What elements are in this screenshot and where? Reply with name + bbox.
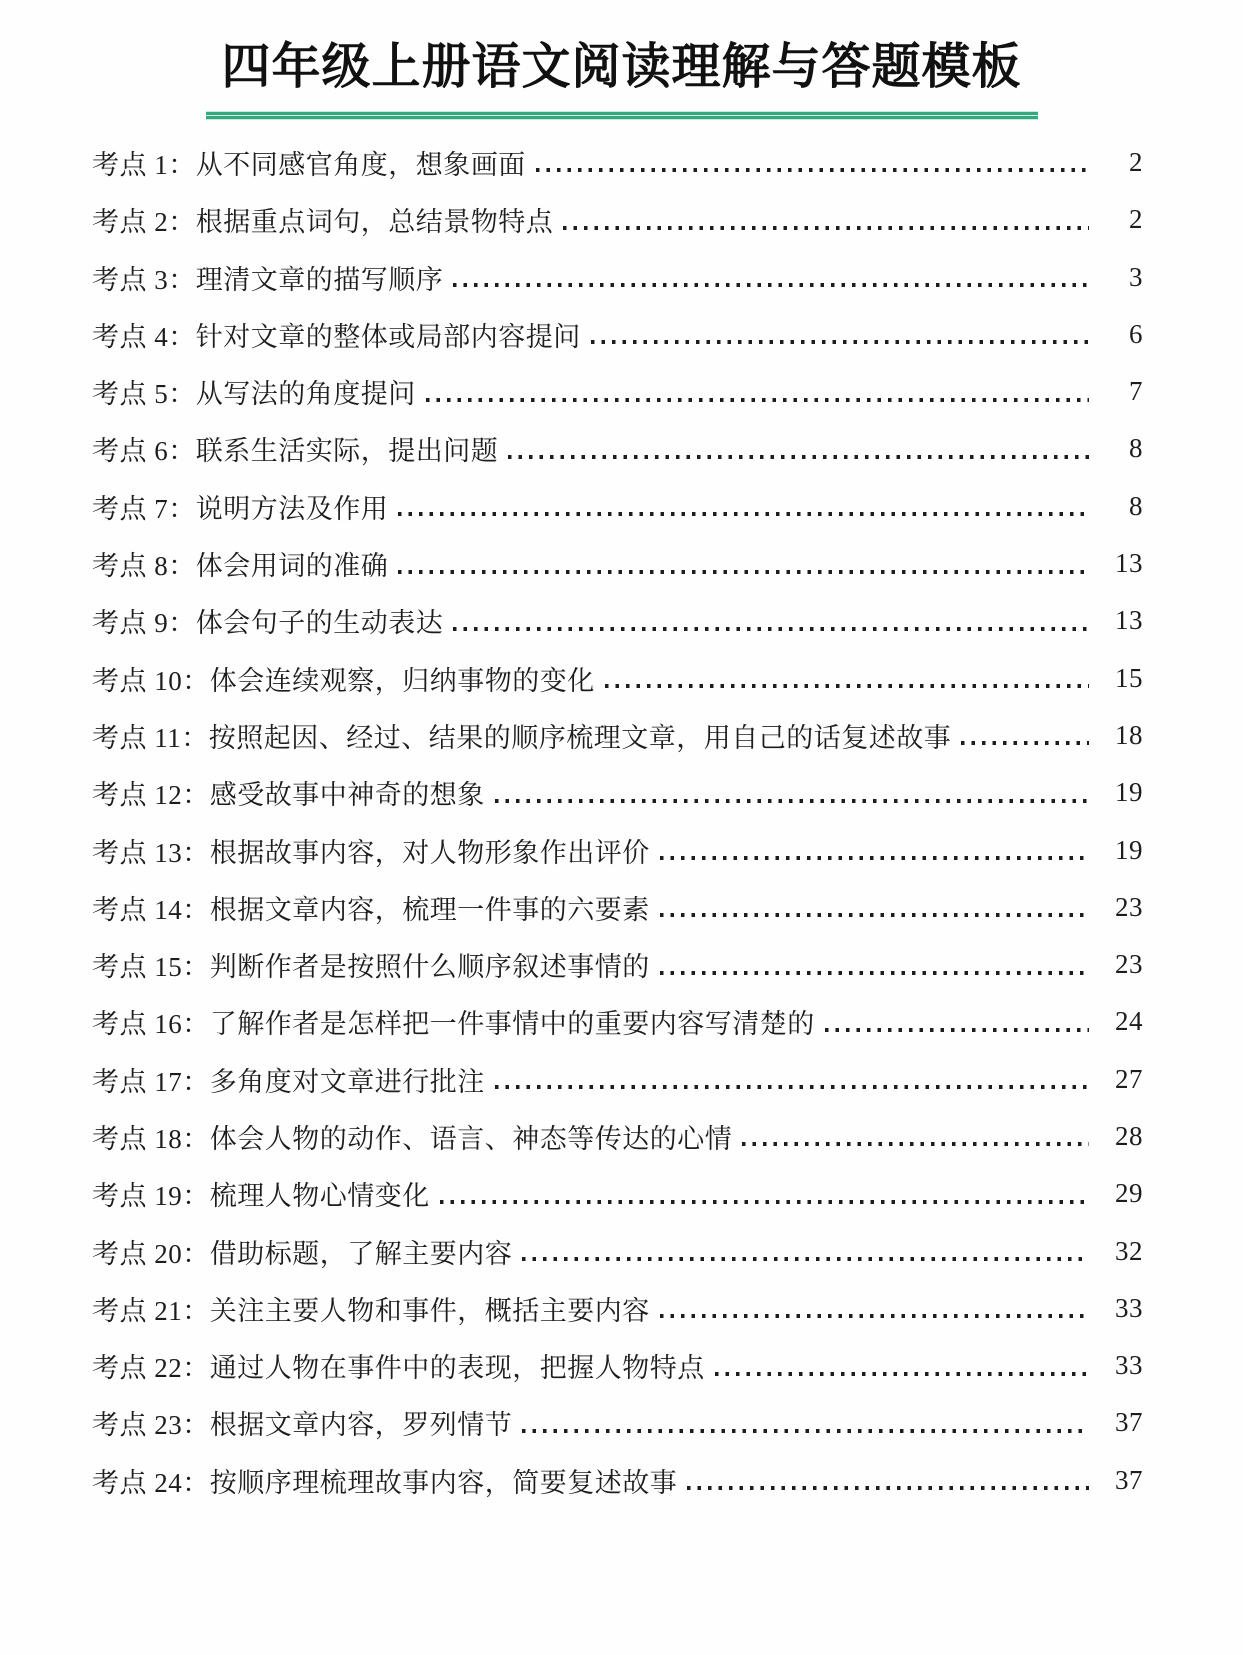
toc-item-label: 考点 22：通过人物在事件中的表现，把握人物特点	[92, 1353, 705, 1384]
toc-item-page: 37	[1115, 1464, 1143, 1495]
toc-item-page: 2	[1129, 146, 1143, 177]
toc-item-page: 19	[1115, 834, 1143, 865]
dotted-leader	[522, 1429, 1089, 1433]
toc-item-label: 考点 14：根据文章内容，梳理一件事的六要素	[92, 894, 650, 925]
toc-item-label: 考点 15：判断作者是按照什么顺序叙述事情的	[92, 952, 650, 983]
toc-item-page: 8	[1129, 433, 1143, 464]
dotted-leader	[495, 799, 1089, 803]
toc-item[interactable]	[92, 1394, 1143, 1451]
dotted-leader	[453, 283, 1089, 287]
toc-item[interactable]	[92, 306, 1143, 363]
toc-item-label: 考点 17：多角度对文章进行批注	[92, 1066, 485, 1097]
dotted-leader	[522, 1257, 1089, 1261]
toc-item[interactable]	[92, 191, 1143, 248]
dotted-leader	[426, 398, 1089, 402]
toc-item-label: 考点 21：关注主要人物和事件，概括主要内容	[92, 1295, 650, 1326]
toc-item-label: 考点 13：根据故事内容，对人物形象作出评价	[92, 837, 650, 868]
page-title: 四年级上册语文阅读理解与答题模板	[221, 39, 1022, 94]
toc-item[interactable]	[92, 134, 1143, 191]
toc-item[interactable]	[92, 363, 1143, 420]
toc-item-page: 33	[1115, 1292, 1143, 1323]
toc-item-label: 考点 10：体会连续观察，归纳事物的变化	[92, 665, 595, 696]
dotted-leader	[687, 1486, 1089, 1490]
toc-item-label: 考点 9：体会句子的生动表达	[92, 608, 444, 639]
dotted-leader	[398, 512, 1089, 516]
dotted-leader	[961, 741, 1089, 745]
toc-item-label: 考点 12：感受故事中神奇的想象	[92, 780, 485, 811]
toc-item-page: 7	[1129, 376, 1143, 407]
toc-item-label: 考点 16：了解作者是怎样把一件事情中的重要内容写清楚的	[92, 1009, 815, 1040]
dotted-leader	[398, 570, 1089, 574]
toc-item-label: 考点 3：理清文章的描写顺序	[92, 264, 444, 295]
dotted-leader	[453, 627, 1089, 631]
dotted-leader	[440, 1200, 1089, 1204]
toc-item-label: 考点 8：体会用词的准确	[92, 551, 389, 582]
dotted-leader	[660, 856, 1089, 860]
toc-item[interactable]	[92, 248, 1143, 305]
toc-item-label: 考点 2：根据重点词句，总结景物特点	[92, 207, 554, 238]
toc-item[interactable]	[92, 1337, 1143, 1394]
toc-item[interactable]	[92, 535, 1143, 592]
toc-item-page: 23	[1115, 891, 1143, 922]
toc-item[interactable]	[92, 592, 1143, 649]
toc-item-page: 33	[1115, 1350, 1143, 1381]
toc-item-label: 考点 6：联系生活实际，提出问题	[92, 436, 499, 467]
toc-item[interactable]	[92, 707, 1143, 764]
dotted-leader	[660, 913, 1089, 917]
toc-item-page: 15	[1115, 662, 1143, 693]
toc-item-page: 37	[1115, 1407, 1143, 1438]
toc-item-label: 考点 4：针对文章的整体或局部内容提问	[92, 321, 581, 352]
toc-item-label: 考点 5：从写法的角度提问	[92, 379, 416, 410]
toc-item[interactable]	[92, 1222, 1143, 1279]
toc-item-label: 考点 20：借助标题，了解主要内容	[92, 1238, 513, 1269]
dotted-leader	[660, 1314, 1089, 1318]
toc-item[interactable]	[92, 1051, 1143, 1108]
toc-item-page: 23	[1115, 949, 1143, 980]
toc-item[interactable]	[92, 478, 1143, 535]
toc-item-page: 24	[1115, 1006, 1143, 1037]
toc-item[interactable]	[92, 993, 1143, 1050]
dotted-leader	[742, 1142, 1089, 1146]
toc-item[interactable]	[92, 1108, 1143, 1165]
toc-item[interactable]	[92, 1280, 1143, 1337]
dotted-leader	[536, 168, 1089, 172]
toc-item[interactable]	[92, 649, 1143, 706]
toc-item-page: 19	[1115, 777, 1143, 808]
toc-item-page: 6	[1129, 318, 1143, 349]
toc-item-label: 考点 19：梳理人物心情变化	[92, 1181, 430, 1212]
toc-item-page: 18	[1115, 719, 1143, 750]
toc-item[interactable]	[92, 821, 1143, 878]
toc-list	[0, 134, 1243, 1509]
dotted-leader	[591, 340, 1089, 344]
toc-item-page: 29	[1115, 1178, 1143, 1209]
toc-item-label: 考点 7：说明方法及作用	[92, 493, 389, 524]
toc-item-page: 28	[1115, 1120, 1143, 1151]
title-underline-rule	[206, 111, 1038, 120]
dotted-leader	[825, 1028, 1089, 1032]
toc-item[interactable]	[92, 1165, 1143, 1222]
dotted-leader	[495, 1085, 1089, 1089]
dotted-leader	[605, 684, 1089, 688]
dotted-leader	[715, 1372, 1089, 1376]
toc-item[interactable]	[92, 420, 1143, 477]
dotted-leader	[563, 226, 1089, 230]
toc-item-page: 13	[1115, 605, 1143, 636]
toc-item-page: 3	[1129, 261, 1143, 292]
toc-item[interactable]	[92, 879, 1143, 936]
toc-item[interactable]	[92, 764, 1143, 821]
toc-item[interactable]	[92, 1452, 1143, 1509]
toc-item-page: 2	[1129, 204, 1143, 235]
toc-item-label: 考点 23：根据文章内容，罗列情节	[92, 1410, 513, 1441]
toc-item-page: 8	[1129, 490, 1143, 521]
toc-item-label: 考点 11：按照起因、经过、结果的顺序梳理文章，用自己的话复述故事	[92, 722, 952, 753]
document-header	[0, 0, 1243, 120]
toc-item-label: 考点 1：从不同感官角度，想象画面	[92, 149, 526, 180]
dotted-leader	[508, 455, 1089, 459]
toc-item-page: 13	[1115, 548, 1143, 579]
toc-item-page: 27	[1115, 1063, 1143, 1094]
toc-item[interactable]	[92, 936, 1143, 993]
toc-item-label: 考点 18：体会人物的动作、语言、神态等传达的心情	[92, 1123, 733, 1154]
toc-item-page: 32	[1115, 1235, 1143, 1266]
dotted-leader	[660, 971, 1089, 975]
toc-item-label: 考点 24：按顺序理梳理故事内容，简要复述故事	[92, 1467, 678, 1498]
